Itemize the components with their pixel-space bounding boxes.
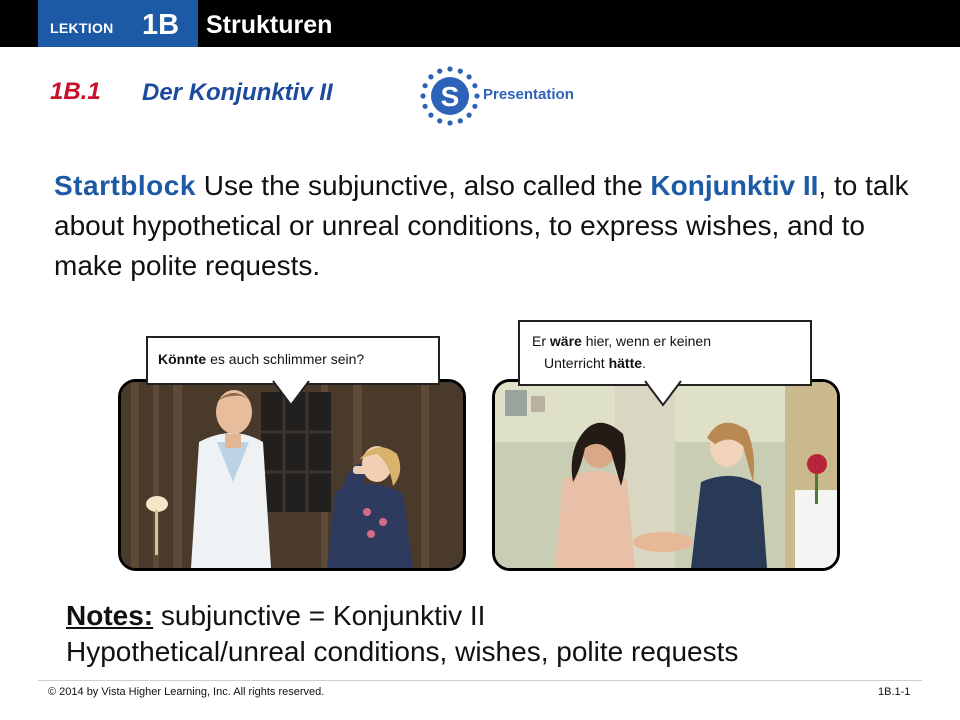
intro-paragraph	[54, 166, 924, 286]
bubble-2-verb-a: wäre	[549, 333, 582, 349]
speech-bubble-2	[518, 320, 812, 386]
header-bar	[0, 0, 960, 47]
photo-panel-doctor	[118, 379, 466, 571]
speech-bubble-1-tail	[271, 379, 311, 407]
bubble-1-text: es auch schlimmer sein?	[206, 351, 365, 367]
bubble-2-verb-b: hätte	[608, 355, 643, 371]
section-title: Der Konjunktiv II	[142, 79, 333, 106]
section-heading: Strukturen	[206, 11, 333, 39]
page-number: 1B.1-1	[878, 686, 911, 698]
notes-line-2: Hypothetical/unreal conditions, wishes, polite requests	[66, 636, 739, 667]
intro-text-1: Use the subjunctive, also called the	[195, 170, 651, 201]
photo-panel-students	[492, 379, 840, 571]
bubble-2-text-a: Er	[532, 333, 550, 349]
bubble-2-text-d: .	[642, 355, 646, 371]
photo-doctor-scene	[121, 382, 463, 568]
lektion-tab	[38, 0, 198, 47]
copyright-notice: © 2014 by Vista Higher Learning, Inc. All rights reserved.	[48, 686, 325, 698]
presentation-icon	[420, 66, 480, 126]
bubble-1-verb: Könnte	[158, 351, 207, 367]
photo-students-scene	[495, 382, 837, 568]
presentation-icon-letter: S	[440, 81, 460, 112]
startblock-label: Startblock	[54, 170, 196, 201]
speech-bubble-2-tail	[643, 379, 683, 407]
notes-line-1: subjunctive = Konjunktiv II	[153, 600, 486, 631]
bubble-2-text-c: Unterricht	[544, 355, 609, 371]
lektion-label: LEKTION	[50, 20, 114, 36]
intro-text-2: , to talk about hypothetical or unreal conditions, to express wishes, and to make polite requests.	[54, 170, 909, 281]
konjunktiv-term: Konjunktiv II	[650, 170, 819, 201]
footer-divider	[38, 680, 922, 681]
notes-block	[66, 598, 926, 670]
lektion-number: 1B	[142, 9, 180, 41]
bubble-2-text-b: hier, wenn er keinen	[581, 333, 712, 349]
section-number: 1B.1	[50, 78, 101, 105]
presentation-label: Presentation	[483, 86, 574, 103]
notes-label: Notes:	[66, 600, 154, 631]
speech-bubble-1	[146, 336, 440, 385]
